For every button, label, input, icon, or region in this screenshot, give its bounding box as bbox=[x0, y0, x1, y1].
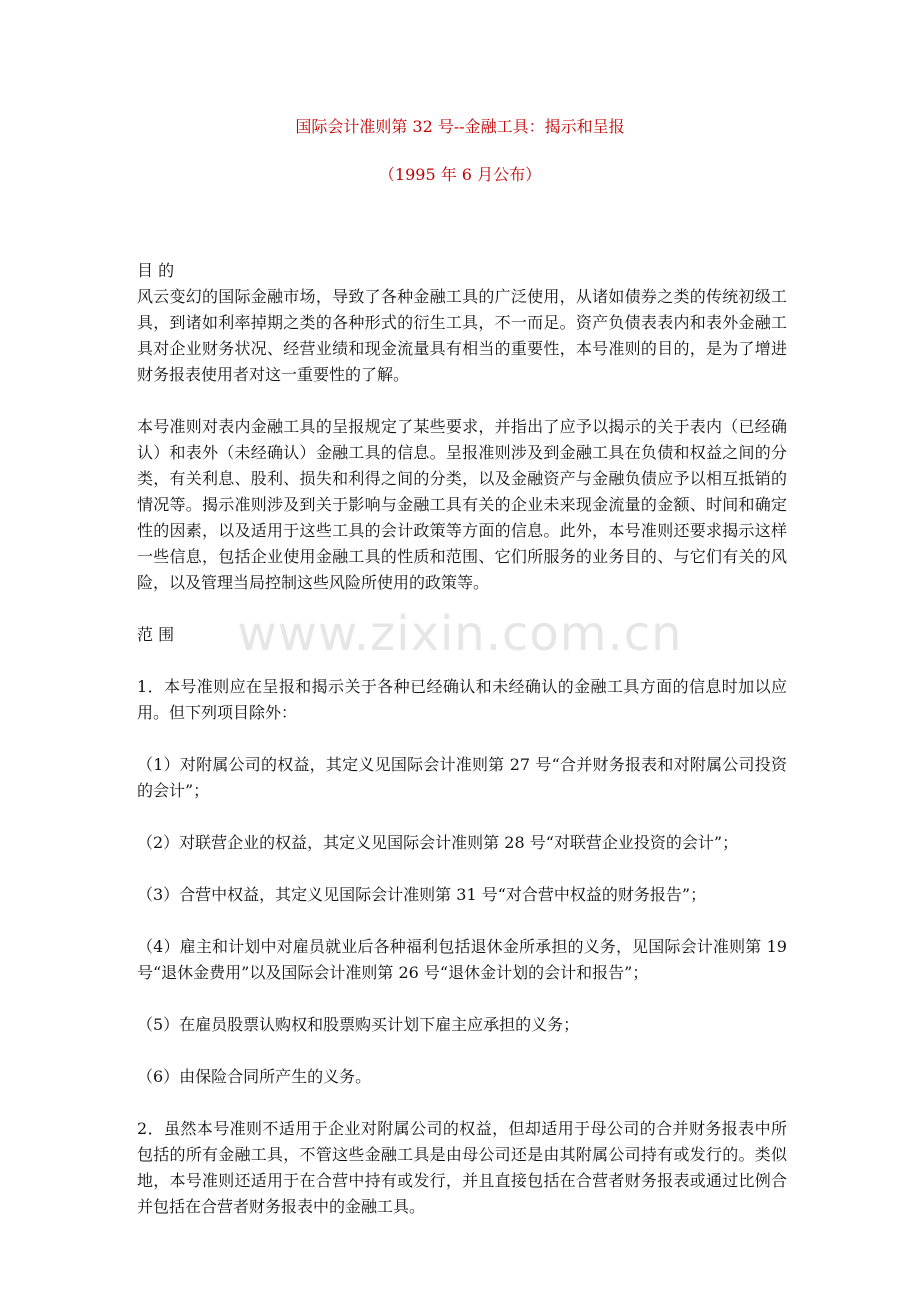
purpose-heading: 目 的 bbox=[137, 261, 175, 280]
purpose-paragraph-1: 风云变幻的国际金融市场，导致了各种金融工具的广泛使用，从诸如债券之类的传统初级工具，到诸如利率掉期之类的各种形式的衍生工具，不一而足。资产负债表表内和表外金融工具对企业财务状况、经营业绩和现金流量具有相当的重要性，本号准则的目的，是为了增进财务报表使用者对这一重要性的了解。 bbox=[137, 287, 787, 384]
scope-paragraph-1: 1．本号准则应在呈报和揭示关于各种已经确认和未经确认的金融工具方面的信息时加以应用。但下列项目除外： bbox=[137, 677, 787, 722]
scope-heading: 范 围 bbox=[137, 625, 175, 644]
document-title: 国际会计准则第 32 号--金融工具：揭示和呈报 bbox=[295, 117, 625, 136]
scope-item-4: （4）雇主和计划中对雇员就业后各种福利包括退休金所承担的义务，见国际会计准则第 19 号“退休金费用”以及国际会计准则第 26 号“退休金计划的会计和报告”； bbox=[137, 937, 787, 982]
scope-item-5: （5）在雇员股票认购权和股票购买计划下雇主应承担的义务； bbox=[137, 1015, 580, 1034]
watermark: www.zixin.com.cn bbox=[237, 606, 683, 662]
scope-item-2: （2）对联营企业的权益，其定义见国际会计准则第 28 号“对联营企业投资的会计”； bbox=[137, 833, 739, 852]
scope-paragraph-2: 2．虽然本号准则不适用于企业对附属公司的权益，但却适用于母公司的合并财务报表中所包括的所有金融工具，不管这些金融工具是由母公司还是由其附属公司持有或发行的。类似地，本号准则还适用于在合营中持有或发行，并且直接包括在合营者财务报表或通过比例合并包括在合营者财务报表中的金融工具。 bbox=[137, 1119, 787, 1216]
scope-item-6: （6）由保险合同所产生的义务。 bbox=[137, 1067, 372, 1086]
document-body bbox=[137, 258, 787, 1220]
scope-item-1: （1）对附属公司的权益，其定义见国际会计准则第 27 号“合并财务报表和对附属公司投资的会计”； bbox=[137, 755, 787, 800]
document-subtitle: （1995 年 6 月公布） bbox=[378, 165, 542, 184]
purpose-paragraph-2: 本号准则对表内金融工具的呈报规定了某些要求，并指出了应予以揭示的关于表内（已经确认）和表外（未经确认）金融工具的信息。呈报准则涉及到金融工具在负债和权益之间的分类，有关利息、股利、损失和利得之间的分类，以及金融资产与金融负债应予以相互抵销的情况等。揭示准则涉及到关于影响与金融工具有关的企业未来现金流量的金额、时间和确定性的因素，以及适用于这些工具的会计政策等方面的信息。此外，本号准则还要求揭示这样一些信息，包括企业使用金融工具的性质和范围、它们所服务的业务目的、与它们有关的风险，以及管理当局控制这些风险所使用的政策等。 bbox=[137, 417, 787, 592]
scope-item-3: （3）合营中权益，其定义见国际会计准则第 31 号“对合营中权益的财务报告”； bbox=[137, 885, 707, 904]
